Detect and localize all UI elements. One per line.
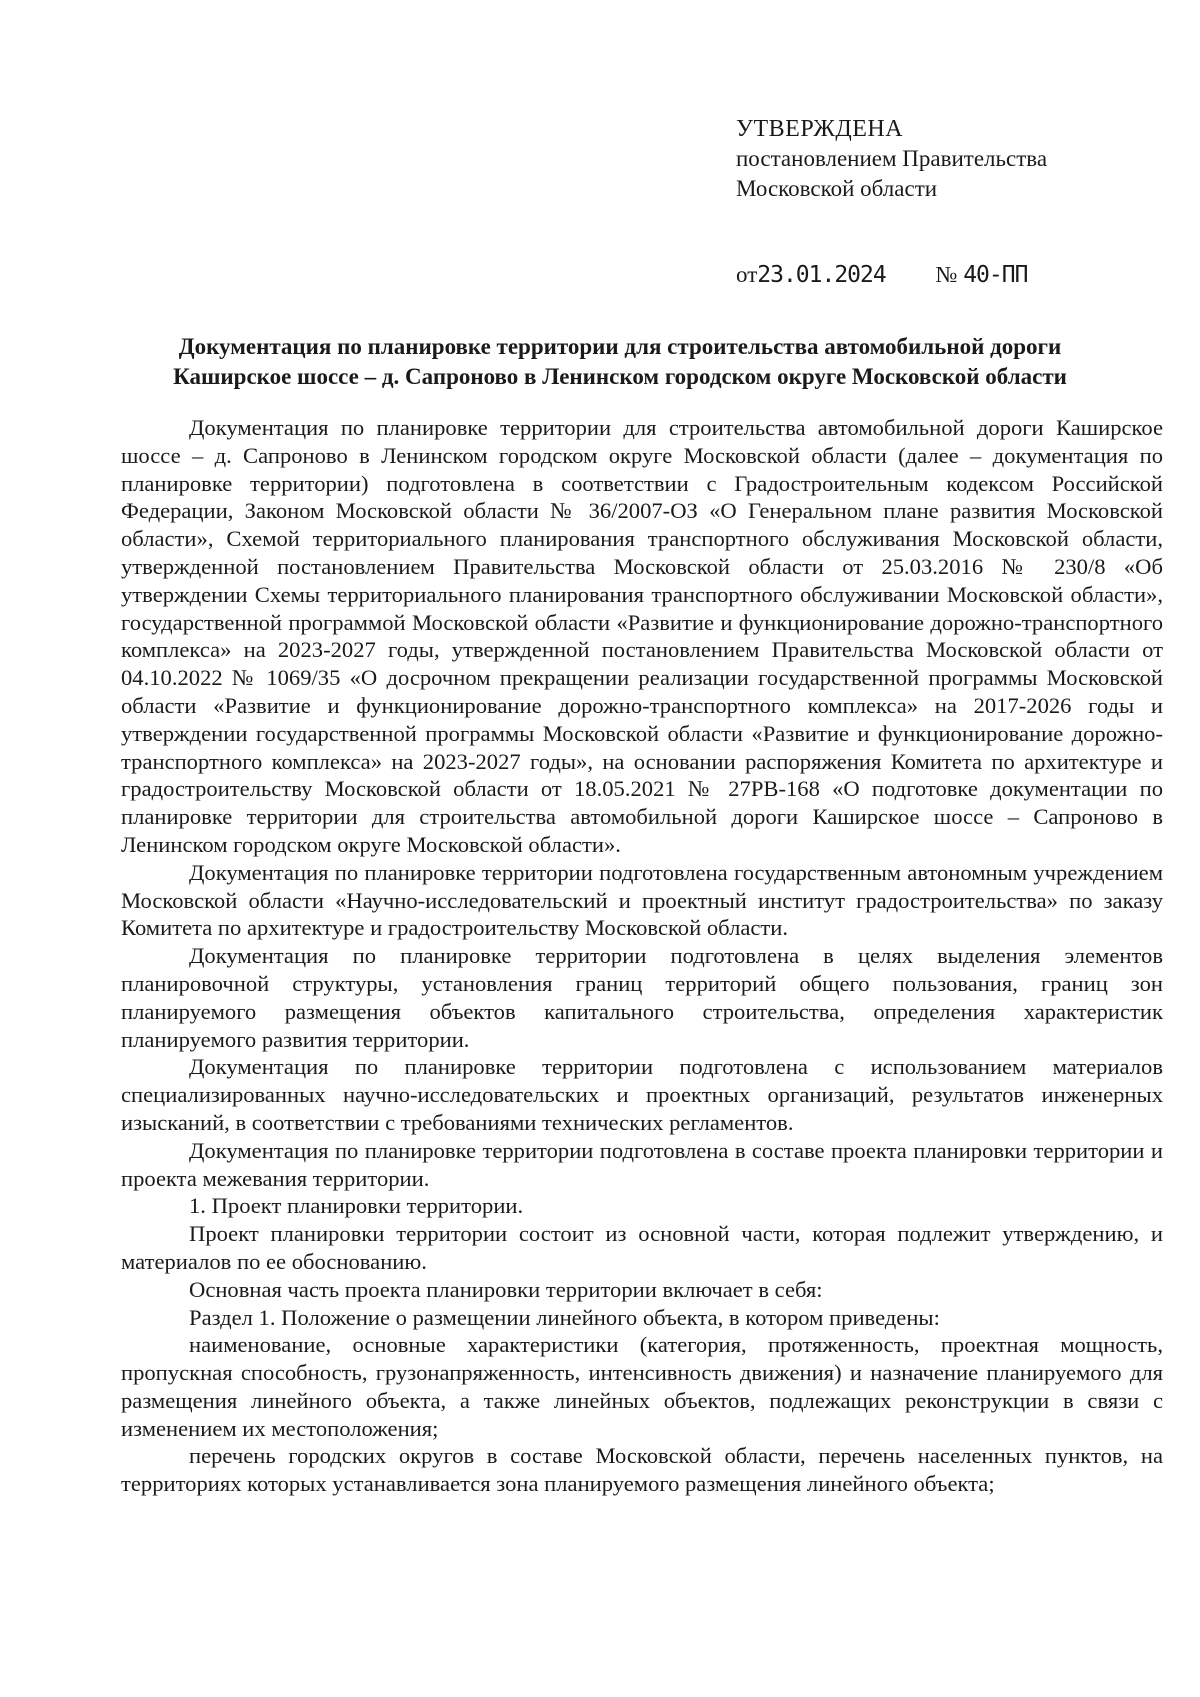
document-body — [121, 414, 1163, 1498]
paragraph: Документация по планировке территории подготовлена в целях выделения элементов планировочной структуры, установления границ территорий общего пользования, границ зон планируемого размещения объектов капитального строительства, определения характеристик планируемого развития территории. — [121, 943, 1163, 1052]
approval-line-2: Московской области — [736, 176, 938, 201]
document-title-line-2: Каширское шоссе – д. Сапроново в Ленинском городском округе Московской области — [173, 364, 1067, 389]
paragraph: Раздел 1. Положение о размещении линейного объекта, в котором приведены: — [189, 1304, 940, 1330]
paragraph: Проект планировки территории состоит из основной части, которая подлежит утверждению, и материалов по ее обоснованию. — [121, 1221, 1163, 1274]
paragraph: Основная часть проекта планировки территории включает в себя: — [189, 1276, 823, 1302]
approval-heading: УТВЕРЖДЕНА — [736, 116, 904, 142]
order-date: 23.01.2024 — [757, 262, 886, 288]
paragraph: наименование, основные характеристики (категория, протяженность, проектная мощность, пропускная способность, грузонапряженность, интенсивность движения) и назначение планируемого для размещения линейного объекта, а также линейных объектов, подлежащих реконструкции в связи с изменением их местоположения; — [121, 1332, 1163, 1441]
paragraph: Документация по планировке территории подготовлена государственным автономным учреждением Московской области «Научно-исследовательский и проектный институт градостроительства» по заказу Комитета по архитектуре и градостроительству Московской области. — [121, 859, 1163, 941]
approval-stamp — [736, 114, 1047, 204]
paragraph: 1. Проект планировки территории. — [189, 1193, 524, 1219]
order-reference — [736, 262, 1027, 288]
paragraph: Документация по планировке территории подготовлена с использованием материалов специализированных научно-исследовательских и проектных организаций, результатов инженерных изысканий, в соответствии с требованиями технических регламентов. — [121, 1054, 1163, 1135]
paragraph: перечень городских округов в составе Московской области, перечень населенных пунктов, на территориях которых устанавливается зона планируемого размещения линейного объекта; — [121, 1443, 1163, 1497]
document-title — [120, 332, 1120, 392]
paragraph: Документация по планировке территории для строительства автомобильной дороги Каширское шоссе – д. Сапроново в Ленинском городском округе Московской области (далее – документация по планировке территории) подготовлена в соответствии с Градостроительным кодексом Российской Федерации, Законом Московской области № 36/2007-ОЗ «О Генеральном плане развития Московской области», Схемой территориального планирования транспортного обслуживания Московской области, утвержденной постановлением Правительства Московской области от 25.03.2016 № 230/8 «Об утверждении Схемы территориального планирования транспортного обслуживании Московской области», государственной программой Московской области «Развитие и функционирование дорожно-транспортного комплекса» на 2023-2027 годы, утвержденной постановлением Правительства Московской области от 04.10.2022 № 1069/35 «О досрочном прекращении реализации государственной программы Московской области «Развитие и функционирование дорожно-транспортного комплекса» на 2017-2026 годы и утверждении государственной программы Московской области «Развитие и функционирование дорожно-транспортного комплекса» на 2023-2027 годы», на основании распоряжения Комитета по архитектуре и градостроительству Московской области от 18.05.2021 № 27РВ-168 «О подготовке документации по планировке территории для строительства автомобильной дороги Каширское шоссе – Сапроново в Ленинском городском округе Московской области». — [121, 415, 1163, 857]
approval-line-1: постановлением Правительства — [736, 146, 1048, 171]
paragraph: Документация по планировке территории подготовлена в составе проекта планировки территории и проекта межевания территории. — [121, 1137, 1163, 1191]
order-number-sign: № — [935, 262, 958, 287]
document-title-line-1: Документация по планировке территории для строительства автомобильной дороги — [178, 334, 1062, 359]
order-from-label: от — [736, 262, 758, 287]
order-number: 40-ПП — [963, 262, 1028, 288]
